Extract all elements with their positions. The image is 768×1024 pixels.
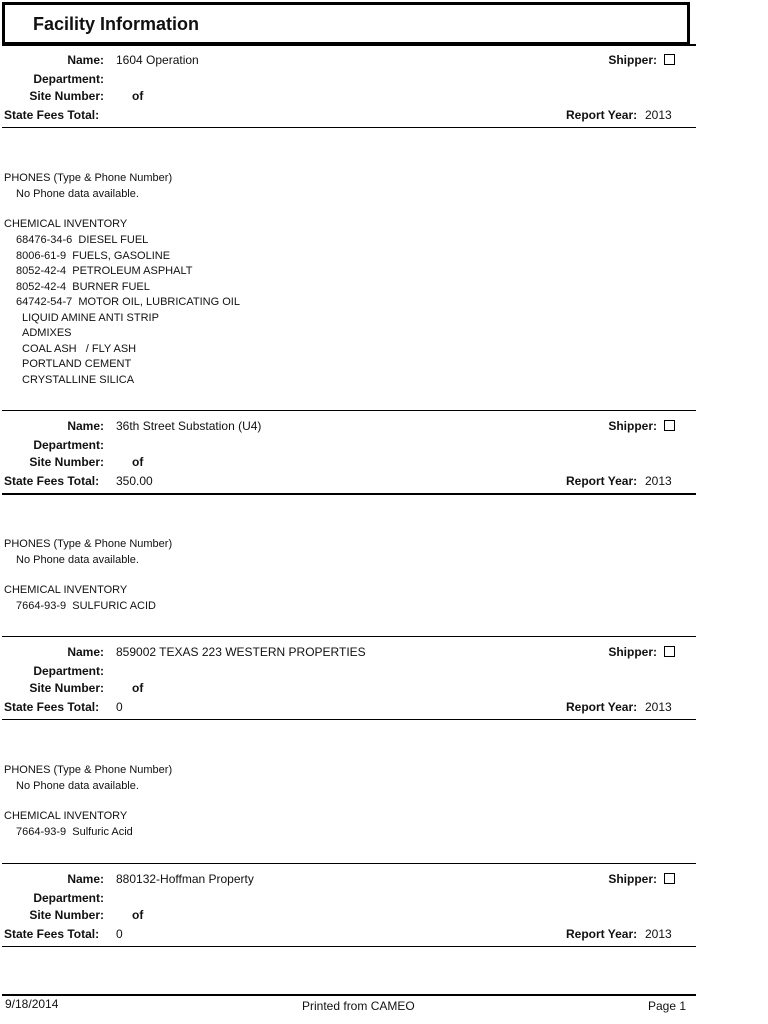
report-year-value: 2013 bbox=[645, 700, 672, 714]
chemical-item: CRYSTALLINE SILICA bbox=[22, 373, 135, 386]
chemical-item: 68476-34-6 DIESEL FUEL bbox=[16, 234, 149, 246]
facility-name: 1604 Operation bbox=[116, 53, 199, 67]
phones-heading: PHONES (Type & Phone Number) bbox=[4, 172, 173, 184]
phones-text: No Phone data available. bbox=[16, 188, 139, 200]
state-fees-total-value: 0 bbox=[116, 927, 123, 941]
chemical-inventory-heading: CHEMICAL INVENTORY bbox=[4, 810, 128, 822]
state-fees-total-label: State Fees Total: bbox=[4, 474, 100, 488]
shipper-label: Shipper: bbox=[608, 419, 657, 433]
facility-name: 880132-Hoffman Property bbox=[116, 872, 254, 886]
state-fees-total-value: 350.00 bbox=[116, 474, 153, 488]
department-label: Department: bbox=[33, 438, 104, 452]
site-number-label: Site Number: bbox=[29, 908, 104, 922]
shipper-label: Shipper: bbox=[608, 53, 657, 67]
section-title-box bbox=[2, 2, 690, 45]
phones-text: No Phone data available. bbox=[16, 780, 139, 792]
chemical-item: COAL ASH / FLY ASH bbox=[22, 342, 137, 355]
site-number-of: of bbox=[132, 681, 144, 695]
department-label: Department: bbox=[33, 664, 104, 678]
report-year-label: Report Year: bbox=[566, 108, 638, 122]
facility-bottom-divider bbox=[2, 493, 696, 495]
footer-date: 9/18/2014 bbox=[5, 997, 59, 1011]
state-fees-total-label: State Fees Total: bbox=[4, 700, 100, 714]
chemical-item: 8052-42-4 BURNER FUEL bbox=[16, 280, 150, 293]
shipper-checkbox bbox=[664, 54, 675, 65]
chemical-item: 7664-93-9 Sulfuric Acid bbox=[16, 826, 133, 838]
chemical-inventory-heading: CHEMICAL INVENTORY bbox=[4, 584, 128, 596]
state-fees-total-value: 0 bbox=[116, 700, 123, 714]
state-fees-total-label: State Fees Total: bbox=[4, 927, 100, 941]
facility-top-divider bbox=[2, 44, 696, 46]
chemical-item: LIQUID AMINE ANTI STRIP bbox=[22, 311, 159, 324]
shipper-checkbox bbox=[664, 873, 675, 884]
shipper-label: Shipper: bbox=[608, 645, 657, 659]
facility-name: 36th Street Substation (U4) bbox=[116, 419, 262, 433]
name-label: Name: bbox=[67, 872, 104, 886]
phones-heading: PHONES (Type & Phone Number) bbox=[4, 538, 173, 550]
facility-bottom-divider bbox=[2, 719, 696, 720]
name-label: Name: bbox=[67, 645, 104, 659]
chemical-item: PORTLAND CEMENT bbox=[22, 358, 132, 370]
footer-divider bbox=[2, 994, 696, 996]
shipper-checkbox bbox=[664, 420, 675, 431]
facility-bottom-divider bbox=[2, 127, 696, 128]
department-label: Department: bbox=[33, 891, 104, 905]
site-number-label: Site Number: bbox=[29, 681, 104, 695]
report-year-value: 2013 bbox=[645, 474, 672, 488]
phones-text: No Phone data available. bbox=[16, 554, 139, 566]
department-label: Department: bbox=[33, 72, 104, 86]
facility-top-divider bbox=[2, 863, 696, 864]
facility-top-divider bbox=[2, 636, 696, 637]
footer-page-number: Page 1 bbox=[648, 999, 687, 1013]
chemical-item: 8006-61-9 FUELS, GASOLINE bbox=[16, 249, 171, 262]
report-year-label: Report Year: bbox=[566, 927, 638, 941]
chemical-item: 8052-42-4 PETROLEUM ASPHALT bbox=[16, 265, 193, 277]
chemical-inventory-heading: CHEMICAL INVENTORY bbox=[4, 218, 128, 230]
page-title: Facility Information bbox=[33, 14, 200, 34]
report-year-label: Report Year: bbox=[566, 474, 638, 488]
report-year-value: 2013 bbox=[645, 927, 672, 941]
site-number-label: Site Number: bbox=[29, 455, 104, 469]
name-label: Name: bbox=[67, 419, 104, 433]
chemical-item: ADMIXES bbox=[22, 327, 72, 339]
site-number-of: of bbox=[132, 455, 144, 469]
facility-top-divider bbox=[2, 410, 696, 411]
phones-heading: PHONES (Type & Phone Number) bbox=[4, 764, 173, 776]
report-year-value: 2013 bbox=[645, 108, 672, 122]
footer-printed-from: Printed from CAMEO bbox=[302, 999, 415, 1013]
chemical-item: 64742-54-7 MOTOR OIL, LUBRICATING OIL bbox=[16, 296, 240, 308]
name-label: Name: bbox=[67, 53, 104, 67]
facility-name: 859002 TEXAS 223 WESTERN PROPERTIES bbox=[116, 645, 366, 659]
shipper-checkbox bbox=[664, 646, 675, 657]
site-number-of: of bbox=[132, 89, 144, 103]
shipper-label: Shipper: bbox=[608, 872, 657, 886]
state-fees-total-label: State Fees Total: bbox=[4, 108, 100, 122]
site-number-of: of bbox=[132, 908, 144, 922]
site-number-label: Site Number: bbox=[29, 89, 104, 103]
chemical-item: 7664-93-9 SULFURIC ACID bbox=[16, 600, 156, 612]
facility-bottom-divider bbox=[2, 946, 696, 947]
report-year-label: Report Year: bbox=[566, 700, 638, 714]
